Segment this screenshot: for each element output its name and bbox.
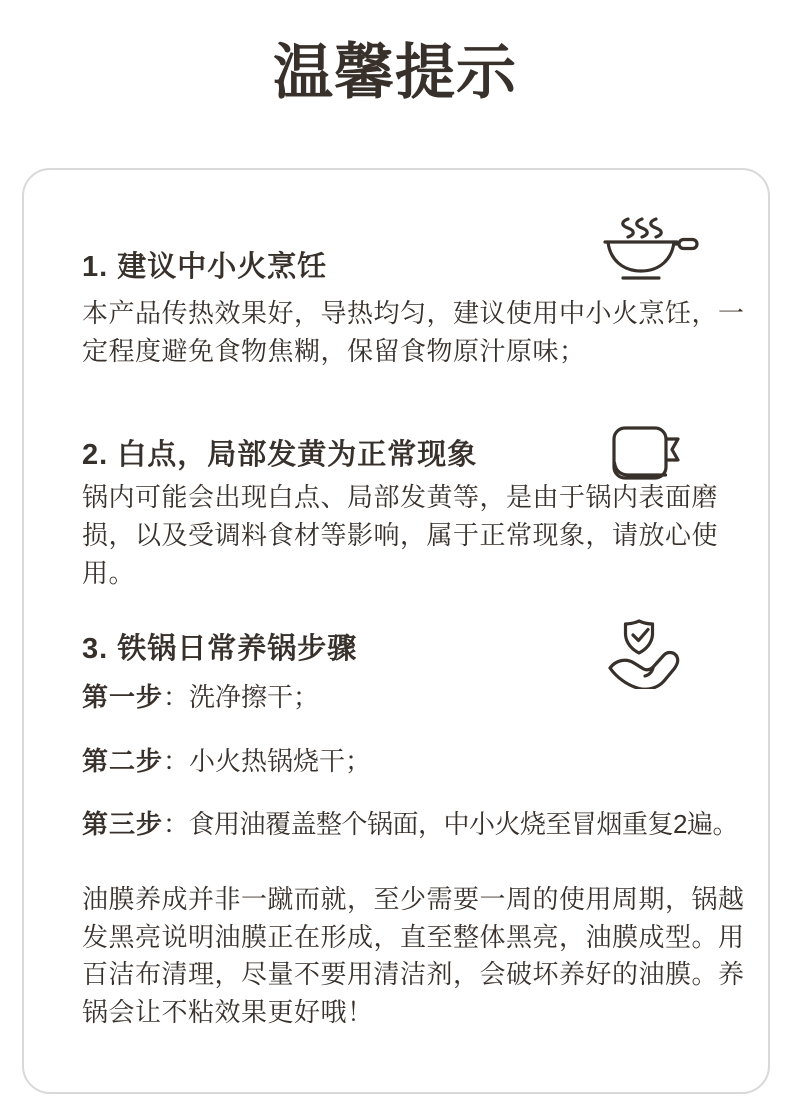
step-1-colon: ： bbox=[163, 682, 190, 712]
wok-steam-icon bbox=[600, 214, 702, 284]
step-1-label: 第一步 bbox=[82, 682, 164, 712]
section-1-body: 本产品传热效果好，导热均匀，建议使用中小火烹饪，一定程度避免食物焦糊，保留食物原汁原味； bbox=[82, 298, 745, 366]
section-3-heading: 3. 铁锅日常养锅步骤 bbox=[82, 633, 358, 665]
section-1-heading: 1. 建议中小火烹饪 bbox=[82, 251, 328, 283]
step-1-text: 洗净擦干； bbox=[189, 682, 320, 712]
book-bookmark-icon bbox=[610, 425, 680, 483]
step-2-label: 第二步 bbox=[82, 746, 164, 776]
step-3-text: 食用油覆盖整个锅面，中小火烧至冒烟重复2遍。 bbox=[188, 809, 738, 839]
step-row-1 bbox=[82, 680, 319, 714]
step-3-colon: ： bbox=[163, 809, 189, 839]
step-row-3 bbox=[82, 807, 738, 841]
tips-card bbox=[22, 168, 770, 1094]
step-2-text: 小火热锅烧干； bbox=[189, 746, 372, 776]
step-2-colon: ： bbox=[163, 746, 190, 776]
section-2-heading: 2. 白点，局部发黄为正常现象 bbox=[82, 439, 478, 471]
section-2-body: 锅内可能会出现白点、局部发黄等，是由于锅内表面磨损，以及受调料食材等影响，属于正常现象，请放心使用。 bbox=[82, 482, 719, 588]
step-row-2 bbox=[82, 744, 371, 778]
page-title: 温馨提示 bbox=[273, 39, 517, 106]
seasoning-care-note: 油膜养成并非一蹴而就，至少需要一周的使用周期，锅越发黑亮说明油膜正在形成，直至整体黑亮，油膜成型。用百洁布清理，尽量不要用清洁剂，会破坏养好的油膜。养锅会让不粘效果更好哦！ bbox=[82, 884, 745, 1027]
hand-shield-check-icon bbox=[606, 619, 682, 689]
step-3-label: 第三步 bbox=[82, 809, 164, 839]
